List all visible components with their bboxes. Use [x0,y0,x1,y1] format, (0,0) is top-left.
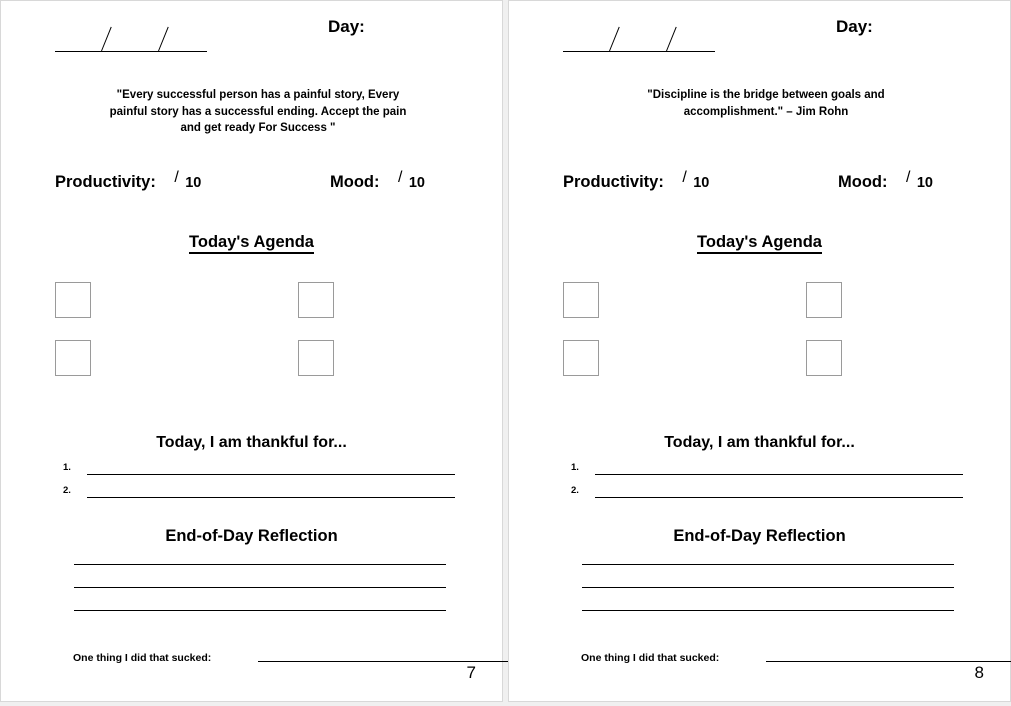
reflection-write-line[interactable] [74,610,446,611]
agenda-checkbox[interactable] [806,282,842,318]
productivity-label: Productivity: [563,173,664,191]
day-label: Day: [836,17,873,36]
date-slash-icon [158,27,169,51]
productivity-rating[interactable] [563,168,710,203]
thankful-number: 2. [63,485,71,496]
thankful-entry[interactable] [63,482,455,502]
date-slash-icon [666,27,677,51]
reflection-write-line[interactable] [582,564,954,565]
sucked-entry[interactable] [581,648,719,666]
agenda-heading [1,233,502,252]
productivity-slash-icon: / [174,168,179,186]
page-number: 8 [974,663,984,682]
thankful-number: 2. [571,485,579,496]
thankful-entry[interactable] [571,482,963,502]
reflection-write-line[interactable] [582,610,954,611]
thankful-write-line[interactable] [595,474,963,475]
reflection-write-line[interactable] [582,587,954,588]
mood-rating[interactable] [330,168,425,203]
quote-text: "Every successful person has a painful story, Every painful story has a successful ending. Accept the pain and get ready For Success " [109,89,407,135]
date-baseline [563,51,715,52]
agenda-checkbox[interactable] [55,340,91,376]
agenda-checkbox[interactable] [563,340,599,376]
date-baseline [55,51,207,52]
productivity-slash-icon: / [682,168,687,186]
sucked-write-line[interactable] [766,661,1011,662]
thankful-write-line[interactable] [595,497,963,498]
day-label: Day: [328,17,365,36]
agenda-checkbox[interactable] [298,340,334,376]
sucked-label: One thing I did that sucked: [581,652,720,664]
mood-slash-icon: / [397,168,403,186]
agenda-checkbox[interactable] [298,282,334,318]
quote-text: "Discipline is the bridge between goals and accomplishment." – Jim Rohn [647,89,885,118]
agenda-heading-text: Today's Agenda [697,233,822,254]
date-slash-icon [101,27,112,51]
sucked-entry[interactable] [73,648,211,666]
mood-max: 10 [916,174,933,191]
sucked-label: One thing I did that sucked: [73,652,212,664]
agenda-checkbox[interactable] [563,282,599,318]
reflection-heading: End-of-Day Reflection [165,527,338,545]
thankful-number: 1. [63,462,71,473]
agenda-heading [509,233,1010,252]
agenda-checkbox[interactable] [55,282,91,318]
planner-page-right [508,0,1011,702]
productivity-max: 10 [693,174,710,191]
agenda-heading-text: Today's Agenda [189,233,314,254]
reflection-write-line[interactable] [74,587,446,588]
agenda-checkbox[interactable] [806,340,842,376]
mood-slash-icon: / [905,168,911,186]
productivity-max: 10 [185,174,202,191]
thankful-entry[interactable] [63,459,455,479]
mood-label: Mood: [330,173,380,191]
sucked-write-line[interactable] [258,661,548,662]
thankful-write-line[interactable] [87,474,455,475]
thankful-heading: Today, I am thankful for... [156,434,347,451]
thankful-number: 1. [571,462,579,473]
mood-max: 10 [408,174,425,191]
thankful-write-line[interactable] [87,497,455,498]
date-field-right[interactable] [509,23,1010,69]
thankful-entry[interactable] [571,459,963,479]
reflection-heading: End-of-Day Reflection [673,527,846,545]
productivity-label: Productivity: [55,173,156,191]
page-number: 7 [466,663,476,682]
thankful-heading: Today, I am thankful for... [664,434,855,451]
reflection-write-line[interactable] [74,564,446,565]
mood-rating[interactable] [838,168,933,203]
date-slash-icon [609,27,620,51]
planner-page-left [0,0,503,702]
productivity-rating[interactable] [55,168,202,203]
date-field-left[interactable] [1,23,502,69]
mood-label: Mood: [838,173,888,191]
